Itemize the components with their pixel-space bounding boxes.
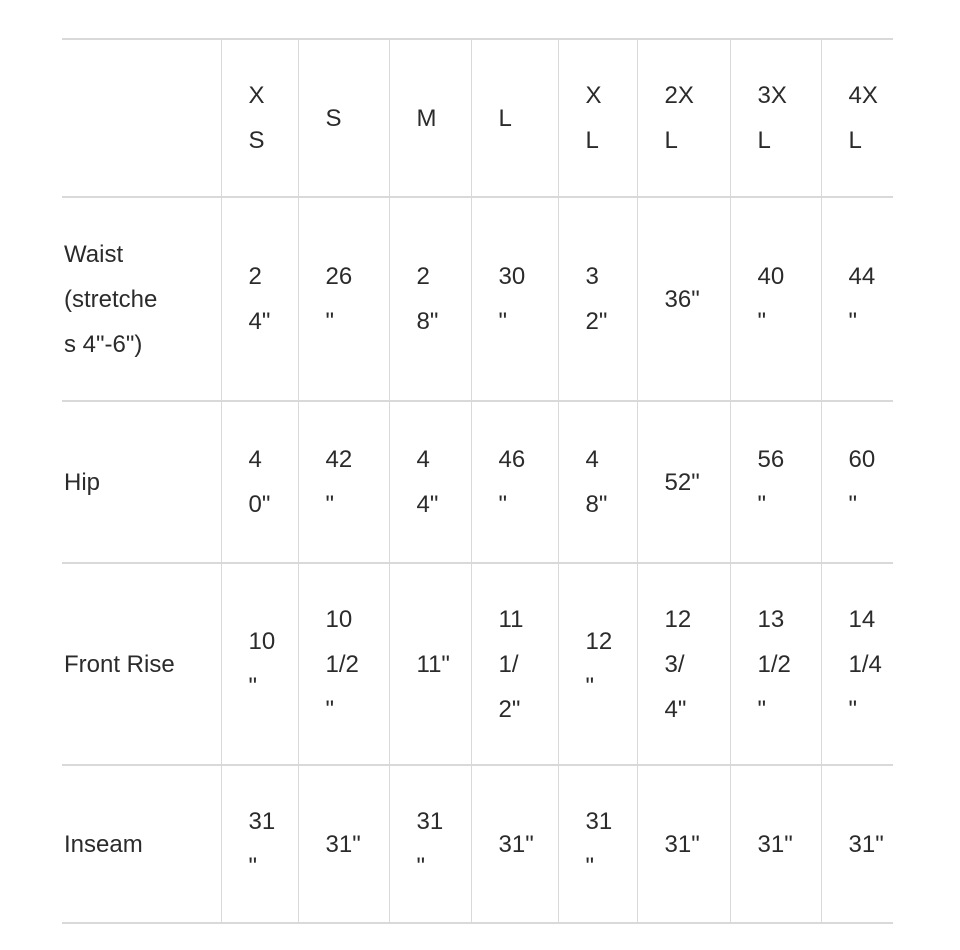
size-value-cell: 31" xyxy=(471,765,558,923)
size-value-cell: 40 " xyxy=(730,197,821,401)
size-value-cell: 4 4" xyxy=(389,401,471,563)
measurement-row-label-hip: Hip xyxy=(64,468,101,496)
size-column-header-s: S xyxy=(298,39,389,197)
size-value-cell: 2 8" xyxy=(389,197,471,401)
size-value-cell: 42 " xyxy=(298,401,389,563)
size-value-cell: 30 " xyxy=(471,197,558,401)
measurement-row-label-inseam: Inseam xyxy=(64,830,143,858)
size-value-cell: 4 8" xyxy=(558,401,637,563)
size-header-row xyxy=(62,39,893,197)
size-value-cell: 11 1/ 2" xyxy=(471,563,558,765)
size-value-cell: 2 4" xyxy=(221,197,298,401)
table-row-hip xyxy=(62,401,893,563)
size-value-cell: 31 " xyxy=(221,765,298,923)
size-value-cell: 10 " xyxy=(221,563,298,765)
size-value-cell: 12 3/ 4" xyxy=(637,563,730,765)
size-value-cell: 13 1/2 " xyxy=(730,563,821,765)
size-value-cell: 46 " xyxy=(471,401,558,563)
size-column-header-xs: X S xyxy=(221,39,298,197)
size-column-header-2xl: 2X L xyxy=(637,39,730,197)
size-column-header-3xl: 3X L xyxy=(730,39,821,197)
size-value-cell: 4 0" xyxy=(221,401,298,563)
table-row-front-rise xyxy=(62,563,893,765)
size-chart-table xyxy=(62,38,893,924)
table-row-waist xyxy=(62,197,893,401)
measurement-row-label-waist: Waist (stretche s 4"-6") xyxy=(64,240,158,358)
table-row-inseam xyxy=(62,765,893,923)
size-column-header-xl: X L xyxy=(558,39,637,197)
measurement-row-label-front-rise: Front Rise xyxy=(64,650,175,678)
size-value-cell: 60 " xyxy=(821,401,893,563)
size-value-cell: 44 " xyxy=(821,197,893,401)
size-value-cell: 31 " xyxy=(389,765,471,923)
size-value-cell: 31" xyxy=(730,765,821,923)
corner-cell xyxy=(62,39,221,197)
size-value-cell: 12 " xyxy=(558,563,637,765)
size-value-cell: 14 1/4 " xyxy=(821,563,893,765)
size-value-cell: 10 1/2 " xyxy=(298,563,389,765)
size-value-cell: 11" xyxy=(389,563,471,765)
size-column-header-4xl: 4X L xyxy=(821,39,893,197)
size-column-header-l: L xyxy=(471,39,558,197)
size-value-cell: 36" xyxy=(637,197,730,401)
size-value-cell: 31" xyxy=(637,765,730,923)
size-value-cell: 31" xyxy=(298,765,389,923)
size-value-cell: 52" xyxy=(637,401,730,563)
size-value-cell: 56 " xyxy=(730,401,821,563)
size-value-cell: 3 2" xyxy=(558,197,637,401)
size-value-cell: 31" xyxy=(821,765,893,923)
size-column-header-m: M xyxy=(389,39,471,197)
size-value-cell: 26 " xyxy=(298,197,389,401)
size-value-cell: 31 " xyxy=(558,765,637,923)
